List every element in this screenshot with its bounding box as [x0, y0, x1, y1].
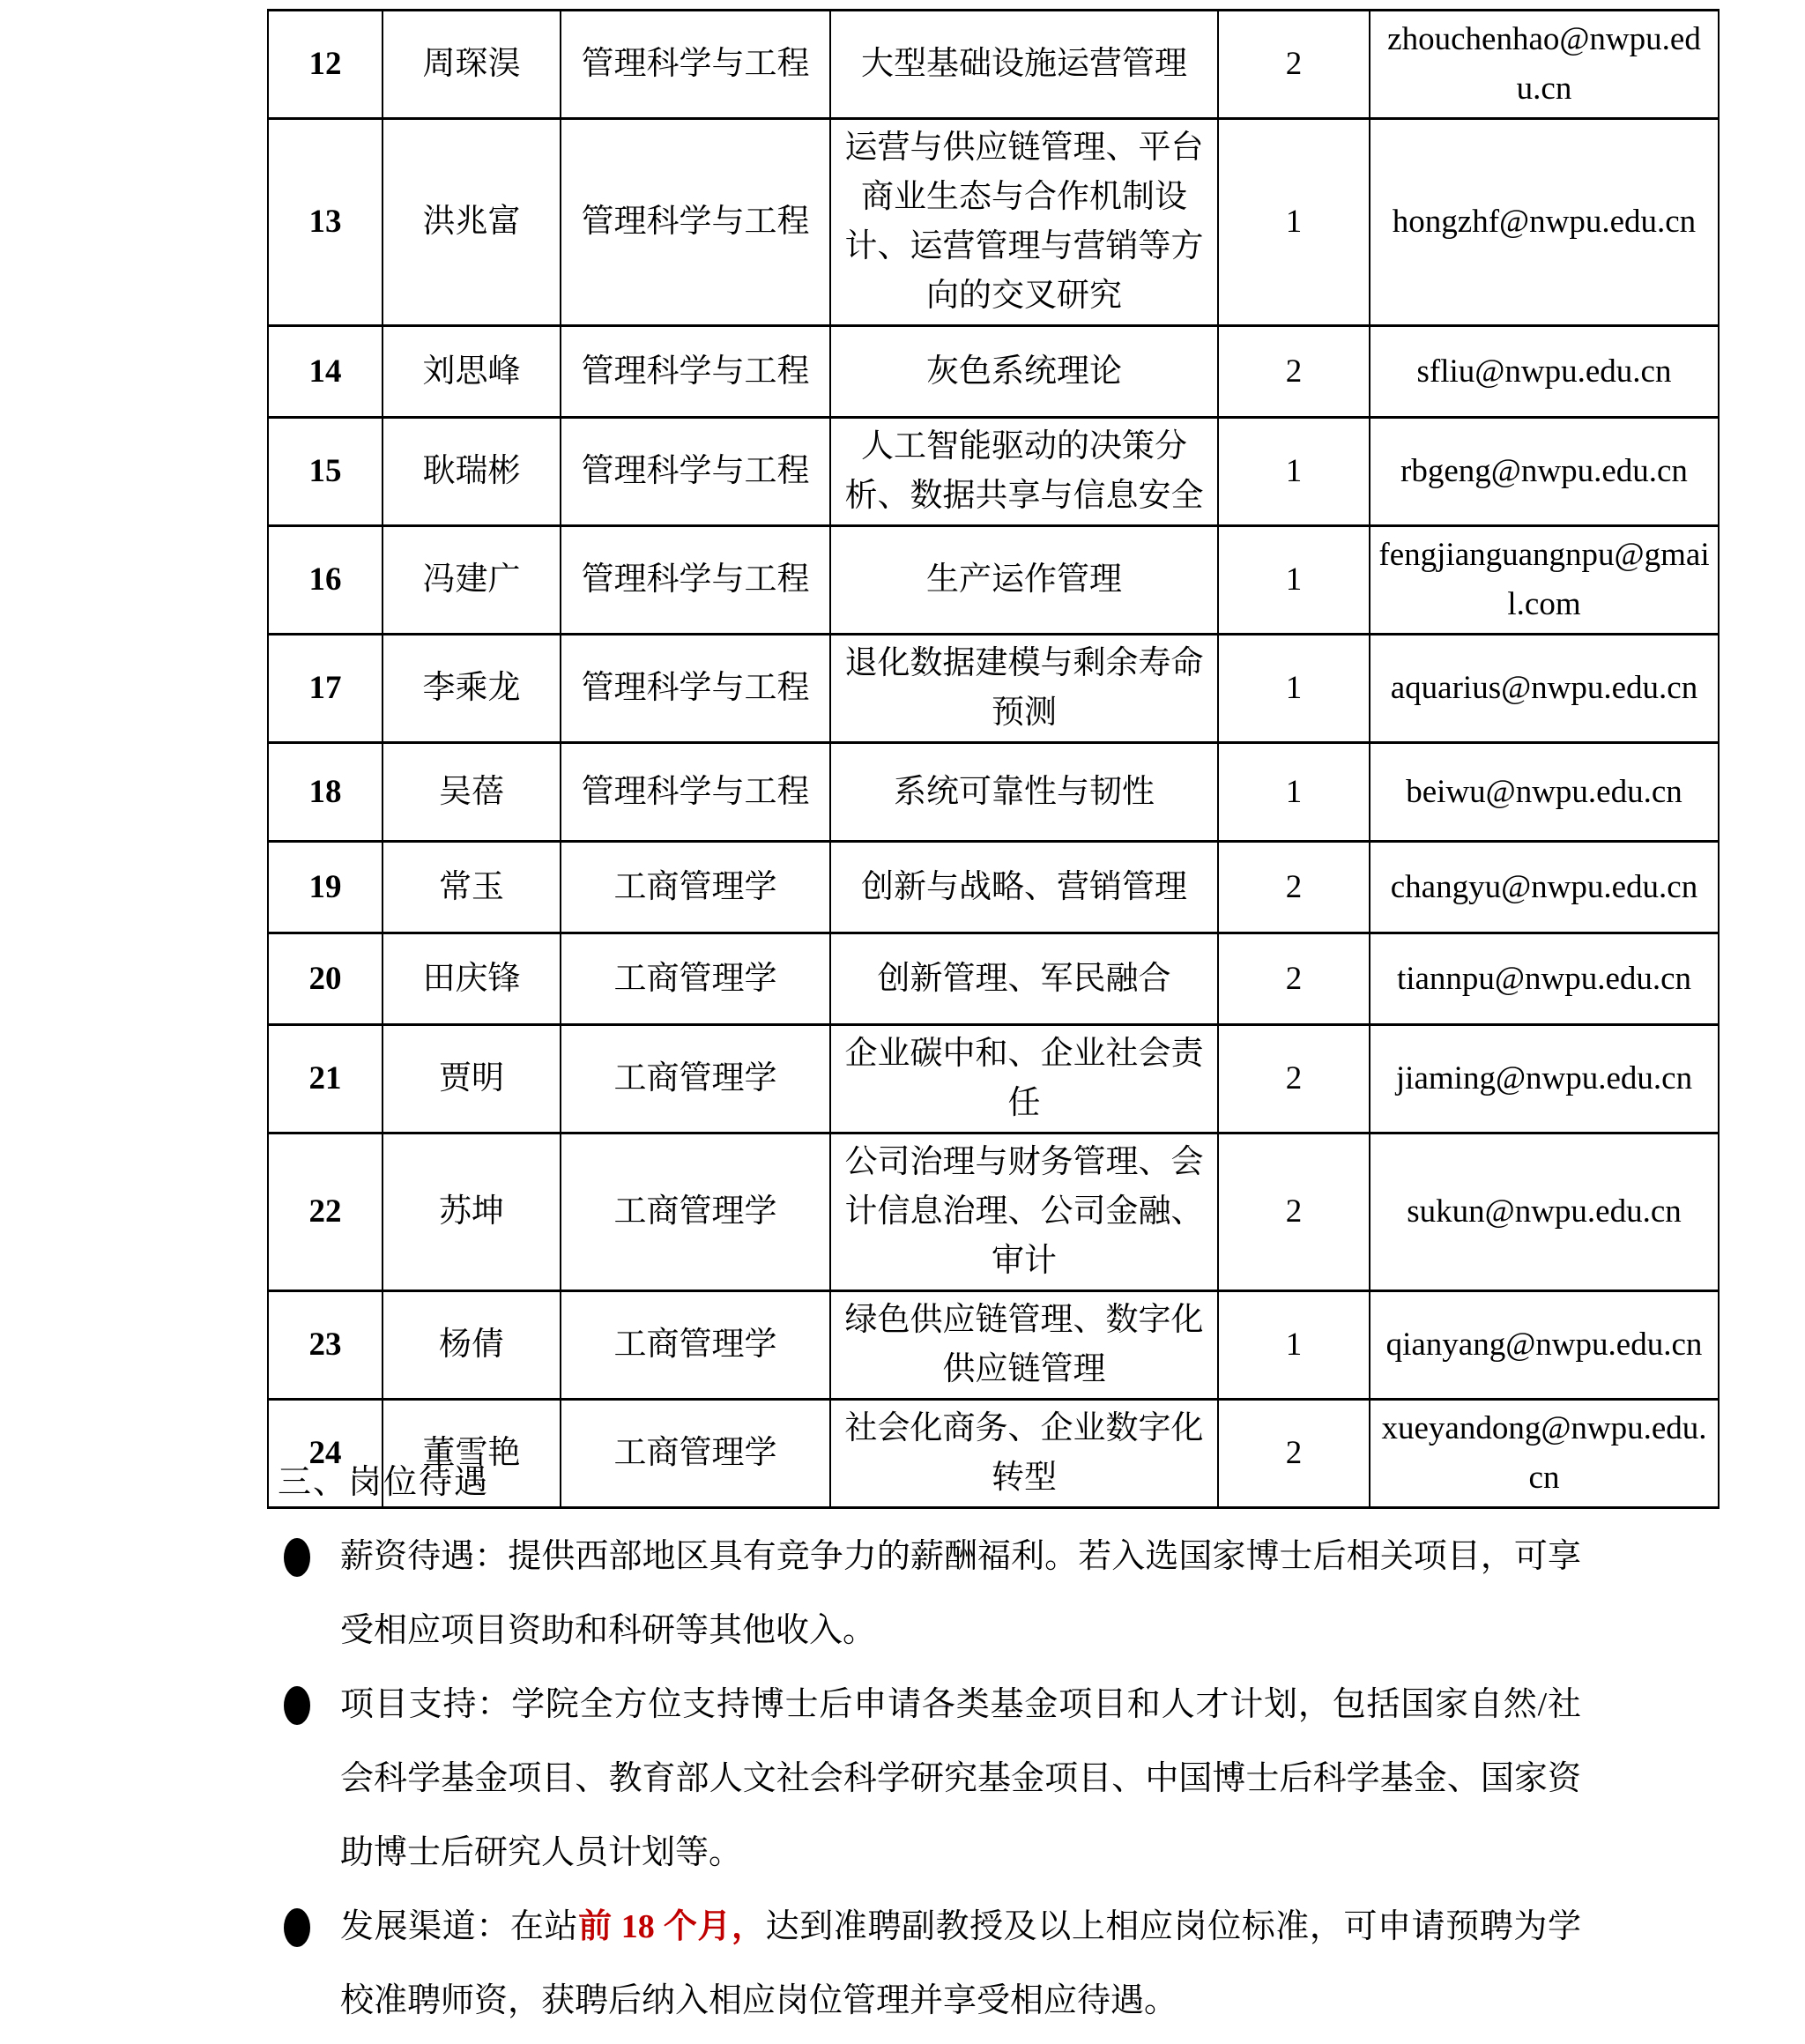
table-row	[268, 743, 1719, 842]
table-row	[268, 635, 1719, 743]
bullet-career-path	[282, 1890, 1581, 2038]
quota-cell: 2	[1218, 933, 1370, 1025]
bullet-text: 达到准聘副教授及以上相应岗位标准，可申请预聘为学校准聘师资，获聘后纳入相应岗位管理并享受相应待遇。	[340, 1908, 1581, 2019]
bullet-text: 项目支持：学院全方位支持博士后申请各类基金项目和人才计划，包括国家自然/社会科学基金项目、教育部人文社会科学研究基金项目、中国博士后科学基金、国家资助博士后研究人员计划等。	[340, 1686, 1581, 1871]
name-cell: 常玉	[383, 842, 561, 933]
discipline-cell: 管理科学与工程	[561, 743, 830, 842]
row-number-cell: 16	[268, 526, 383, 635]
discipline-cell: 管理科学与工程	[561, 526, 830, 635]
research-direction-cell: 创新与战略、营销管理	[830, 842, 1218, 933]
bullet-icon	[284, 1686, 310, 1725]
quota-cell: 2	[1218, 326, 1370, 418]
quota-cell: 2	[1218, 1400, 1370, 1508]
email-cell: zhouchenhao@nwpu.edu.cn	[1370, 11, 1719, 119]
quota-cell: 1	[1218, 635, 1370, 743]
name-cell: 田庆锋	[383, 933, 561, 1025]
discipline-cell: 管理科学与工程	[561, 119, 830, 326]
discipline-cell: 管理科学与工程	[561, 11, 830, 119]
row-number-cell: 24	[268, 1400, 383, 1508]
discipline-cell: 管理科学与工程	[561, 635, 830, 743]
bullet-highlight-text: 前 18 个月，	[578, 1908, 766, 1945]
quota-cell: 1	[1218, 418, 1370, 526]
email-cell: aquarius@nwpu.edu.cn	[1370, 635, 1719, 743]
research-direction-cell: 运营与供应链管理、平台商业生态与合作机制设计、运营管理与营销等方向的交叉研究	[830, 119, 1218, 326]
research-direction-cell: 大型基础设施运营管理	[830, 11, 1218, 119]
discipline-cell: 工商管理学	[561, 1400, 830, 1508]
table-row	[268, 1025, 1719, 1133]
research-direction-cell: 灰色系统理论	[830, 326, 1218, 418]
row-number-cell: 18	[268, 743, 383, 842]
research-direction-cell: 公司治理与财务管理、会计信息治理、公司金融、审计	[830, 1133, 1218, 1291]
quota-cell: 2	[1218, 842, 1370, 933]
bullet-icon	[284, 1908, 310, 1947]
row-number-cell: 13	[268, 119, 383, 326]
research-direction-cell: 创新管理、军民融合	[830, 933, 1218, 1025]
name-cell: 吴蓓	[383, 743, 561, 842]
email-cell: sukun@nwpu.edu.cn	[1370, 1133, 1719, 1291]
email-cell: qianyang@nwpu.edu.cn	[1370, 1291, 1719, 1400]
email-cell: tiannpu@nwpu.edu.cn	[1370, 933, 1719, 1025]
name-cell: 周琛淏	[383, 11, 561, 119]
table-row	[268, 119, 1719, 326]
email-cell: sfliu@nwpu.edu.cn	[1370, 326, 1719, 418]
bullet-list	[282, 1520, 1581, 2038]
name-cell: 刘思峰	[383, 326, 561, 418]
name-cell: 洪兆富	[383, 119, 561, 326]
table-row	[268, 933, 1719, 1025]
email-cell: changyu@nwpu.edu.cn	[1370, 842, 1719, 933]
quota-cell: 1	[1218, 119, 1370, 326]
discipline-cell: 管理科学与工程	[561, 326, 830, 418]
table-row	[268, 326, 1719, 418]
discipline-cell: 管理科学与工程	[561, 418, 830, 526]
row-number-cell: 17	[268, 635, 383, 743]
bullet-text: 薪资待遇：提供西部地区具有竞争力的薪酬福利。若入选国家博士后相关项目，可享受相应项目资助和科研等其他收入。	[340, 1538, 1581, 1649]
row-number-cell: 12	[268, 11, 383, 119]
discipline-cell: 工商管理学	[561, 933, 830, 1025]
email-cell: rbgeng@nwpu.edu.cn	[1370, 418, 1719, 526]
quota-cell: 2	[1218, 1025, 1370, 1133]
email-cell: fengjianguangnpu@gmail.com	[1370, 526, 1719, 635]
name-cell: 耿瑞彬	[383, 418, 561, 526]
table-row	[268, 11, 1719, 119]
name-cell: 董雪艳	[383, 1400, 561, 1508]
discipline-cell: 工商管理学	[561, 1291, 830, 1400]
name-cell: 冯建广	[383, 526, 561, 635]
row-number-cell: 19	[268, 842, 383, 933]
email-cell: hongzhf@nwpu.edu.cn	[1370, 119, 1719, 326]
research-direction-cell: 系统可靠性与韧性	[830, 743, 1218, 842]
discipline-cell: 工商管理学	[561, 1025, 830, 1133]
row-number-cell: 21	[268, 1025, 383, 1133]
bullet-project-support	[282, 1668, 1581, 1890]
email-cell: jiaming@nwpu.edu.cn	[1370, 1025, 1719, 1133]
quota-cell: 1	[1218, 1291, 1370, 1400]
table-row	[268, 1133, 1719, 1291]
research-direction-cell: 绿色供应链管理、数字化供应链管理	[830, 1291, 1218, 1400]
research-direction-cell: 生产运作管理	[830, 526, 1218, 635]
quota-cell: 1	[1218, 743, 1370, 842]
name-cell: 李乘龙	[383, 635, 561, 743]
row-number-cell: 14	[268, 326, 383, 418]
section-heading: 三、岗位待遇	[278, 1464, 490, 1501]
research-direction-cell: 社会化商务、企业数字化转型	[830, 1400, 1218, 1508]
row-number-cell: 22	[268, 1133, 383, 1291]
bullet-icon	[284, 1538, 310, 1577]
row-number-cell: 15	[268, 418, 383, 526]
recruitment-table	[267, 9, 1720, 1509]
email-cell: xueyandong@nwpu.edu.cn	[1370, 1400, 1719, 1508]
row-number-cell: 20	[268, 933, 383, 1025]
table-row	[268, 526, 1719, 635]
name-cell: 杨倩	[383, 1291, 561, 1400]
email-cell: beiwu@nwpu.edu.cn	[1370, 743, 1719, 842]
research-direction-cell: 人工智能驱动的决策分析、数据共享与信息安全	[830, 418, 1218, 526]
discipline-cell: 工商管理学	[561, 842, 830, 933]
research-direction-cell: 企业碳中和、企业社会责任	[830, 1025, 1218, 1133]
bullet-salary	[282, 1520, 1581, 1668]
bullet-text: 发展渠道：在站	[340, 1908, 579, 1945]
research-direction-cell: 退化数据建模与剩余寿命预测	[830, 635, 1218, 743]
quota-cell: 1	[1218, 526, 1370, 635]
quota-cell: 2	[1218, 11, 1370, 119]
table-row	[268, 842, 1719, 933]
row-number-cell: 23	[268, 1291, 383, 1400]
quota-cell: 2	[1218, 1133, 1370, 1291]
table-row	[268, 1291, 1719, 1400]
discipline-cell: 工商管理学	[561, 1133, 830, 1291]
table-row	[268, 418, 1719, 526]
benefits-section	[0, 1446, 1805, 2038]
name-cell: 苏坤	[383, 1133, 561, 1291]
name-cell: 贾明	[383, 1025, 561, 1133]
